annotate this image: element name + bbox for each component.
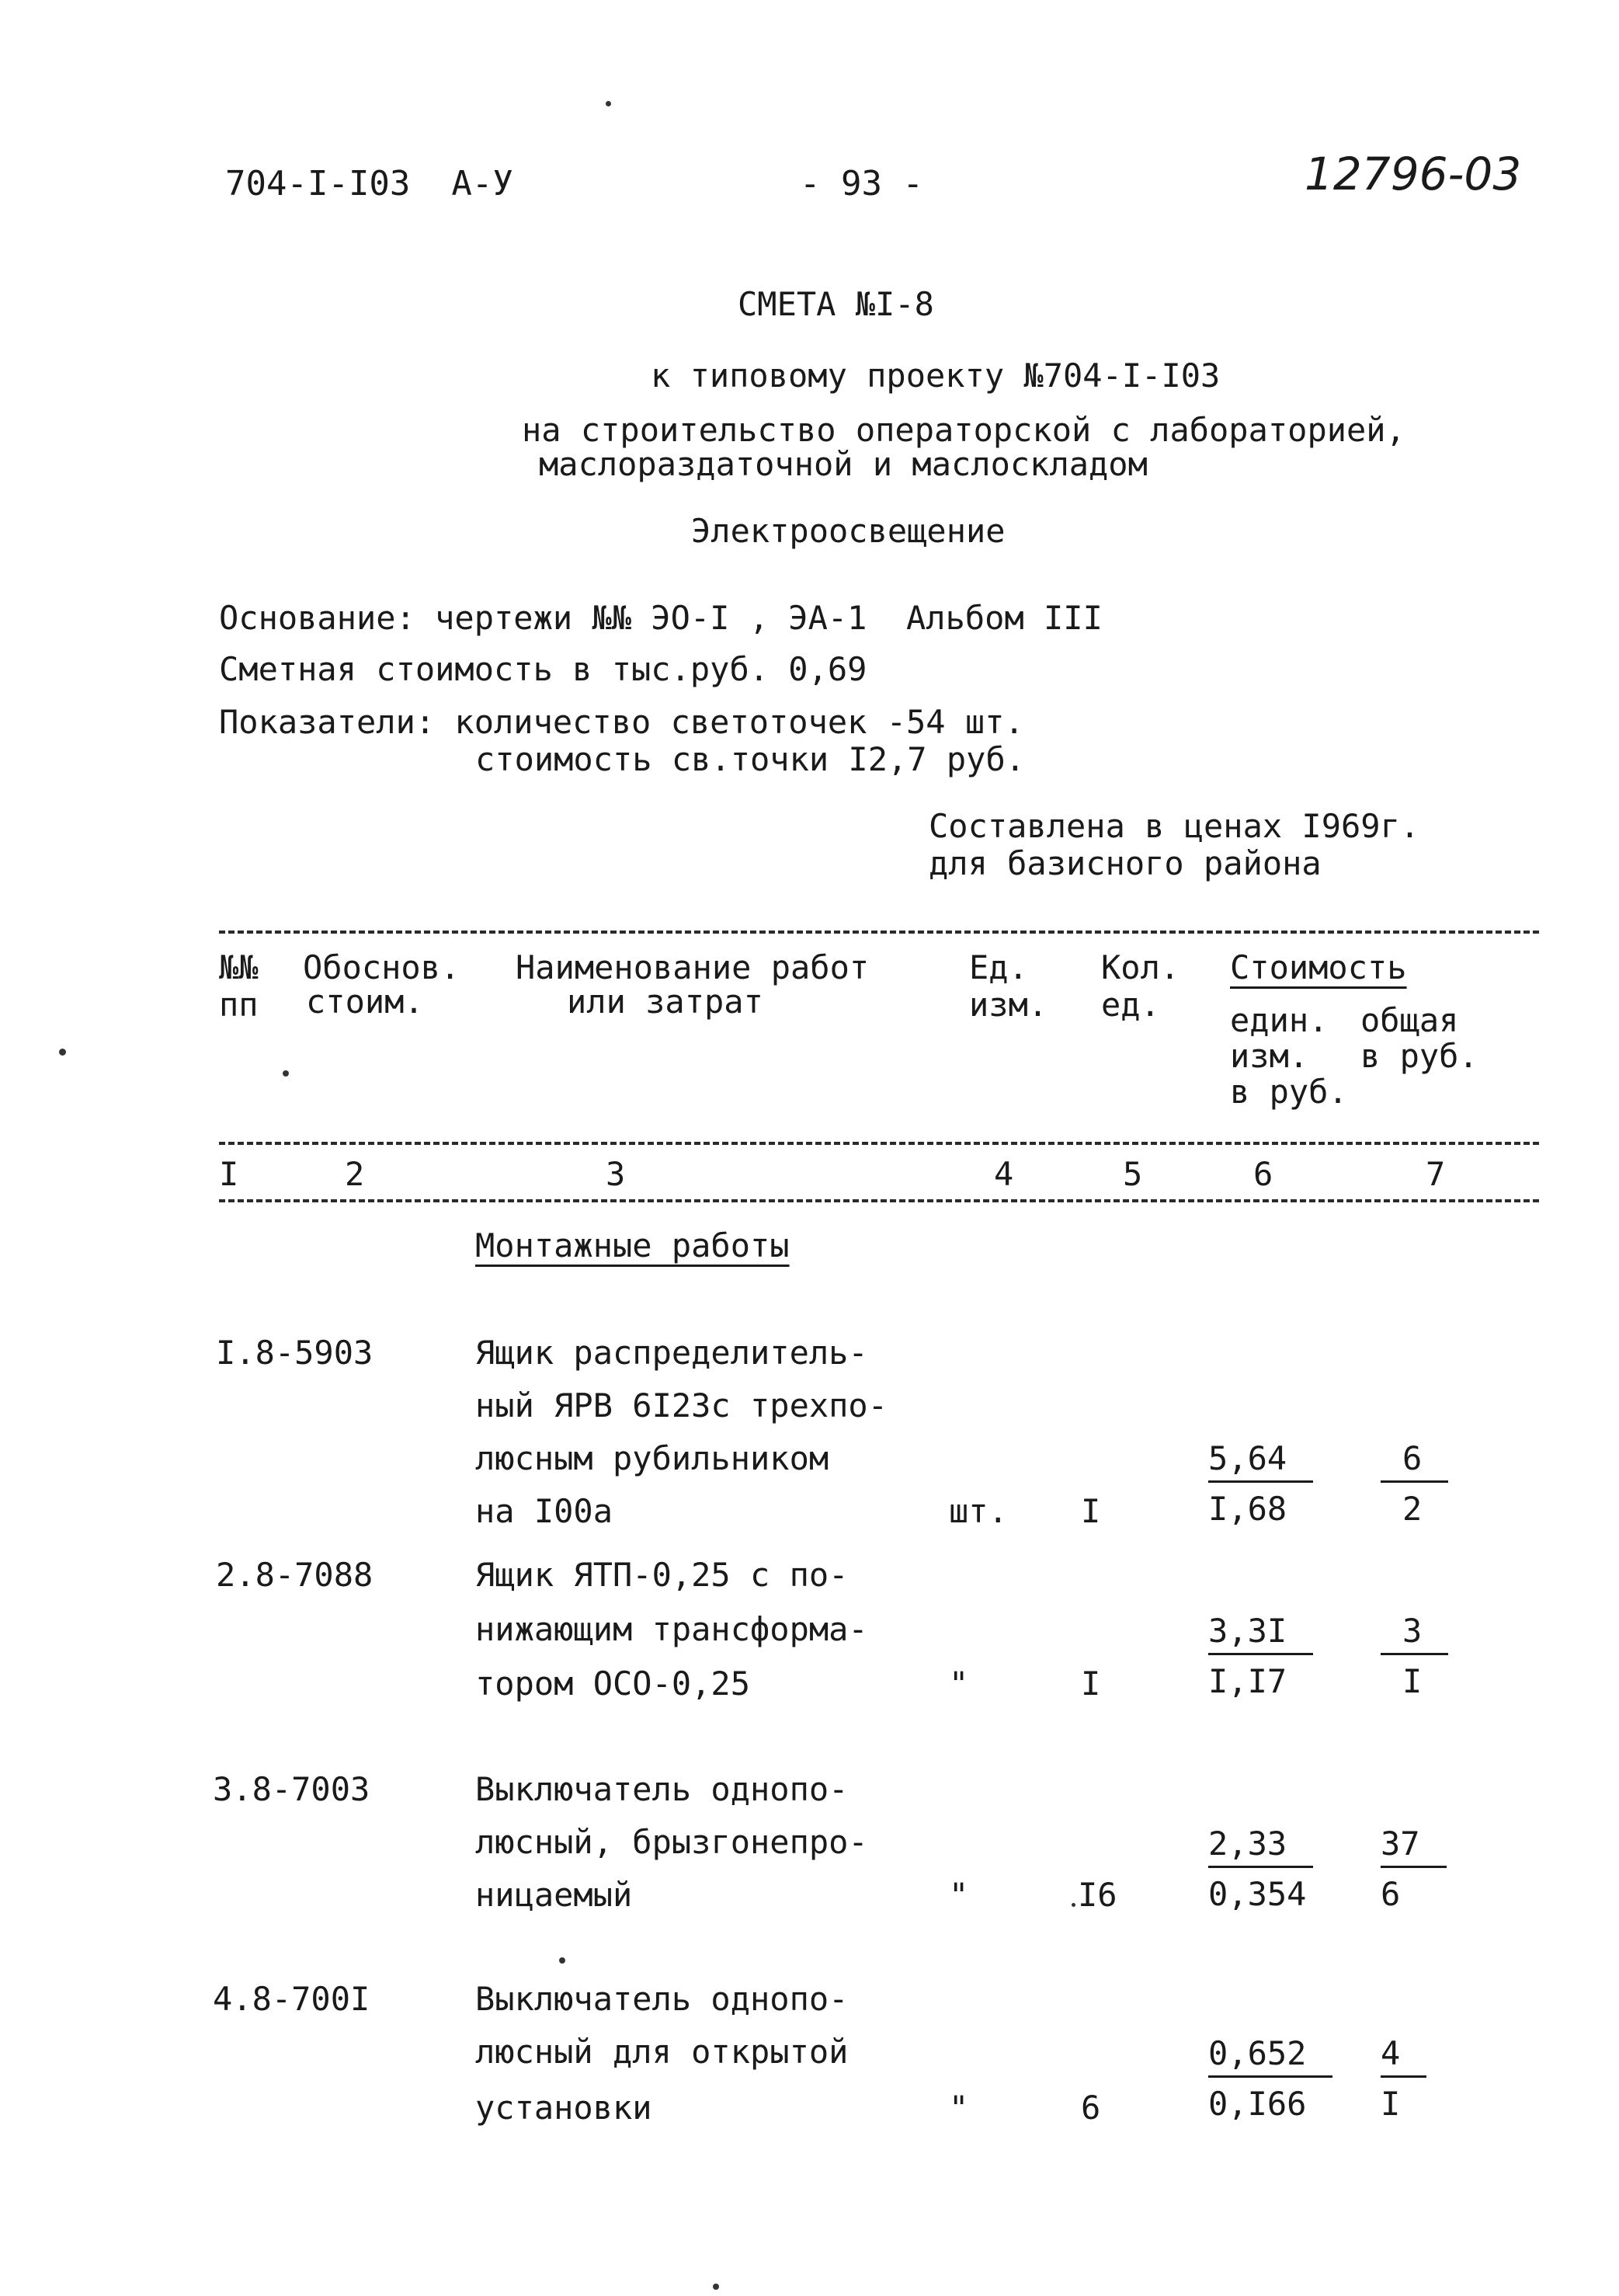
row-name-line: ницаемый [475,1876,633,1914]
col7-header-a: общая [1360,1001,1459,1039]
scan-speck [59,1049,66,1056]
row-name-line: люсным рубильником [475,1439,829,1477]
row-unit: " [949,1876,969,1914]
col6-header-a: един. [1230,1001,1329,1039]
estimate-heading: СМЕТА №I-8 [738,285,934,323]
col-number: 4 [994,1155,1014,1193]
unit-cost-top: 2,33 [1208,1825,1313,1868]
col5-header-b: ед. [1101,986,1160,1024]
unit-cost-top: 5,64 [1208,1440,1313,1483]
row-name-line: на I00а [475,1492,613,1530]
col1-header-a: №№ [219,948,259,986]
col6-header-b: изм. [1230,1037,1309,1075]
archive-number: 12796-03 [1305,148,1522,200]
row-unit: " [949,1665,969,1703]
col3-header-b: или затрат [567,983,763,1021]
col7-header-b: в руб. [1360,1037,1478,1075]
row-unit: шт. [949,1492,1008,1530]
row-name-line: ный ЯРВ 6I23с трехпо- [475,1386,888,1425]
col2-header-b: стоим. [306,983,424,1021]
scan-speck [713,2284,719,2290]
total-cost-bottom: 2 [1402,1490,1423,1528]
total-cost-top: 6 [1381,1440,1448,1483]
row-name-line: люсный для открытой [475,2033,849,2071]
row-unit: " [949,2089,969,2127]
row-total-cost [1381,1825,1447,1913]
indicators-line2: стоимость св.точки I2,7 руб. [475,740,1026,778]
project-purpose-line2: маслораздаточной и маслоскладом [539,445,1148,483]
col-number: 7 [1426,1155,1446,1193]
prices-line1: Составлена в ценах I969г. [929,807,1420,845]
col1-header-b: пп [219,986,259,1024]
row-name-line: установки [475,2089,652,2127]
unit-cost-bottom: 0,354 [1208,1875,1307,1913]
unit-cost-bottom: I,I7 [1208,1662,1287,1700]
row-code: I.8-5903 [216,1334,373,1372]
unit-cost-bottom: 0,I66 [1208,2085,1307,2123]
row-quantity: I [1081,1492,1101,1530]
scan-speck [283,1070,289,1077]
total-cost-top: 3 [1381,1612,1448,1655]
total-cost-bottom: 6 [1381,1875,1401,1913]
row-quantity: I6 [1078,1876,1117,1914]
section-name: Электроосвещение [691,512,1006,550]
row-unit-cost [1208,1825,1313,1913]
section-title: Монтажные работы [475,1226,790,1265]
total-cost-top: 4 [1381,2035,1426,2078]
unit-cost-top: 3,3I [1208,1612,1313,1655]
total-cost-bottom: I [1402,1662,1423,1700]
row-name-line: нижающим трансформа- [475,1610,868,1648]
col4-header-a: Ед. [969,948,1028,986]
page-number: - 93 - [800,164,923,204]
row-name-line: тором ОСО-0,25 [475,1665,751,1703]
unit-cost-top: 0,652 [1208,2035,1332,2078]
row-unit-cost [1208,2035,1332,2123]
row-total-cost [1381,1612,1448,1700]
basis-line: Основание: чертежи №№ ЭО-I , ЭА-1 Альбом III [219,599,1103,637]
indicators-line1: Показатели: количество светоточек -54 шт. [219,703,1024,741]
col-number-rule [219,1199,1539,1202]
estimated-cost-line: Сметная стоимость в тыс.руб. 0,69 [219,650,867,688]
col5-header-a: Кол. [1101,948,1180,986]
unit-cost-bottom: I,68 [1208,1490,1287,1528]
col2-header-a: Обоснов. [303,948,460,986]
prices-line2: для базисного района [929,844,1322,882]
cost-group-header: Стоимость [1230,948,1407,986]
table-top-rule [219,931,1539,934]
row-name-line: Выключатель однопо- [475,1770,849,1808]
col6-header-c: в руб. [1230,1073,1348,1111]
row-quantity: I [1081,1665,1101,1703]
project-reference: к типовому проекту №704-I-I03 [651,357,1221,395]
row-quantity: 6 [1081,2089,1101,2127]
col4-header-b: изм. [969,986,1048,1024]
col-number: 6 [1253,1155,1273,1193]
document-code: 704-I-I03 А-У [225,164,513,204]
col-number: 3 [606,1155,626,1193]
row-name-line: люсный, брызгонепро- [475,1823,868,1861]
scan-speck [1072,1903,1075,1907]
project-purpose-line1: на строительство операторской с лабораторией, [522,411,1405,449]
row-name-line: Выключатель однопо- [475,1980,849,2018]
col-number: 2 [345,1155,365,1193]
col-number: I [219,1155,239,1193]
table-header-rule [219,1142,1539,1145]
total-cost-bottom: I [1381,2085,1401,2123]
col-number: 5 [1123,1155,1143,1193]
row-code: 2.8-7088 [216,1556,373,1594]
row-code: 4.8-700I [213,1980,370,2018]
row-unit-cost [1208,1440,1313,1528]
row-total-cost [1381,2035,1426,2123]
scan-speck [559,1957,565,1964]
col3-header-a: Наименование работ [516,948,870,986]
row-code: 3.8-7003 [213,1770,370,1808]
row-total-cost [1381,1440,1448,1528]
total-cost-top: 37 [1381,1825,1447,1868]
row-name-line: Ящик ЯТП-0,25 с по- [475,1556,849,1594]
row-unit-cost [1208,1612,1313,1700]
scan-speck [606,101,611,106]
row-name-line: Ящик распределитель- [475,1334,868,1372]
